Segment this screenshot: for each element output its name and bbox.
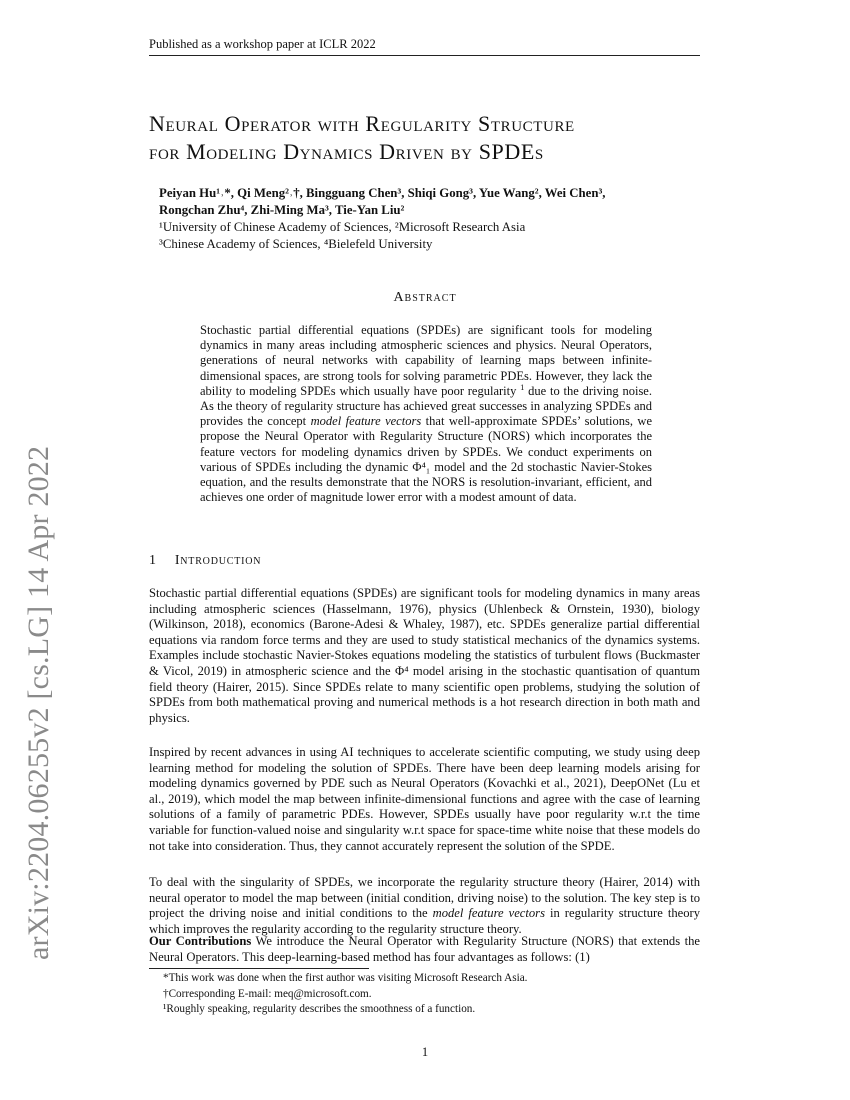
author-names-line-2: Rongchan Zhu⁴, Zhi-Ming Ma³, Tie-Yan Liu² [159, 203, 405, 217]
section-title: Introduction [174, 553, 262, 568]
section-heading-introduction [149, 553, 261, 569]
abstract-emphasis: model feature vectors [310, 414, 422, 429]
title-line-1: Neural Operator with Regularity Structure [149, 111, 575, 136]
footnote-3: ¹Roughly speaking, regularity describes the smoothness of a function. [163, 1003, 476, 1015]
paper-title [149, 110, 749, 166]
abstract-part-b: due to the driving noise. As the theory of regularity structure has achieved great successes in analyzing SPDEs and provides the concept [200, 383, 652, 429]
header-rule [149, 55, 700, 56]
footnotes [163, 971, 703, 1018]
intro-paragraph-2: Inspired by recent advances in using AI techniques to accelerate scientific computing, we study using deep learning method for modeling the solution of SPDEs. There have been deep learning models arising for modeling dynamics governed by PDE such as Neural Operators (Kovachki et al., 2021), DeepONet (Lu et al., 2019), which model the map between infinite-dimensional functions and agree with the case of learning solutions of a family of parametric PDEs. However, SPDEs usually have poor regularity w.r.t the time variable for function-valued noise and singularity w.r.t space for space-time white noise that these models do not take into consideration. Thus, they cannot accurately represent the solution of the SPDE. [149, 745, 700, 853]
intro-p3-part-b: in regularity structure theory which improves the regularity according to the regularity structure theory. [149, 906, 700, 936]
intro-p3-emphasis: model feature vectors [432, 906, 545, 921]
abstract-footnote-mark: 1 [520, 381, 525, 392]
abstract-heading: Abstract [393, 290, 457, 305]
intro-paragraph-1: Stochastic partial differential equations (SPDEs) are significant tools for modeling dynamics in many areas including atmospheric sciences (Hasselmann, 1976), physics (Uhlenbeck & Ornstein, 1930), biology (Wilkinson, 2018), economics (Barone-Adesi & Whaley, 1987), etc. SPDEs generalize partial differential equations via random force terms and they are used to study statistical mechanics of the dynamics systems. Examples include stochastic Navier-Stokes equations modeling the statistics of turbulent flows (Buckmaster & Vicol, 2019) in atmospheric science and the Φ⁴ model arising in the stochastic quantisation of quantum field theory (Hairer, 2015). Since SPDEs relate to many scientific open problems, studying the solution of SPDEs from both mathematical proving and numerical methods is a hot research direction in both math and physics. [149, 586, 700, 725]
abstract-part-c: that well-approximate SPDEs’ solutions, we propose the Neural Operator with Regularity Structure (NORS) which incorporates the feature vectors for modeling dynamics driven by SPDEs. We conduct experiments on various of SPDEs including the dynamic Φ⁴₁ model and the 2d stochastic Navier-Stokes equation, and the results demonstrate that the NORS is resolution-invariant, efficient, and achieves one order of magnitude lower error with a modest amount of data. [200, 414, 653, 505]
abstract-part-a: Stochastic partial differential equations (SPDEs) are significant tools for modeling dynamics in many areas including atmospheric sciences and physics. Neural Operators, generations of neural networks with capability of learning maps between infinite-dimensional spaces, are strong tools for solving parametric PDEs. However, they lack the ability to modeling SPDEs which usually have poor regularity [200, 323, 652, 398]
footnote-1: *This work was done when the first author was visiting Microsoft Research Asia. [163, 972, 528, 984]
author-names-line-1: Peiyan Hu¹˒*, Qi Meng²˒†, Bingguang Chen³, Shiqi Gong³, Yue Wang², Wei Chen³, [159, 186, 606, 200]
footnote-rule [149, 968, 369, 969]
title-line-2: for Modeling Dynamics Driven by SPDEs [149, 139, 544, 164]
intro-paragraph-4 [149, 934, 700, 965]
running-header: Published as a workshop paper at ICLR 2022 [149, 37, 376, 51]
intro-p3-part-a: To deal with the singularity of SPDEs, we incorporate the regularity structure theory (Hairer, 2014) with neural operator to model the map between (initial condition, driving noise) to the solution. The key step is to project the driving noise and initial conditions to the [149, 875, 700, 921]
abstract-text [200, 323, 652, 505]
intro-paragraph-3 [149, 875, 700, 937]
arxiv-stamp: arXiv:2204.06255v2 [cs.LG] 14 Apr 2022 [22, 445, 55, 960]
page-number: 1 [421, 1045, 429, 1059]
affiliation-line-1: ¹University of Chinese Academy of Sciences, ²Microsoft Research Asia [159, 220, 526, 234]
affiliation-line-2: ³Chinese Academy of Sciences, ⁴Bielefeld University [159, 237, 433, 251]
contributions-text: We introduce the Neural Operator with Regularity Structure (NORS) that extends the Neural Operators. This deep-learning-based method has four advantages as follows: (1) [149, 934, 700, 964]
contributions-label: Our Contributions [149, 934, 252, 948]
footnote-2: †Corresponding E-mail: meq@microsoft.com. [163, 987, 372, 1000]
author-block [159, 185, 719, 253]
section-number: 1 [149, 553, 157, 568]
